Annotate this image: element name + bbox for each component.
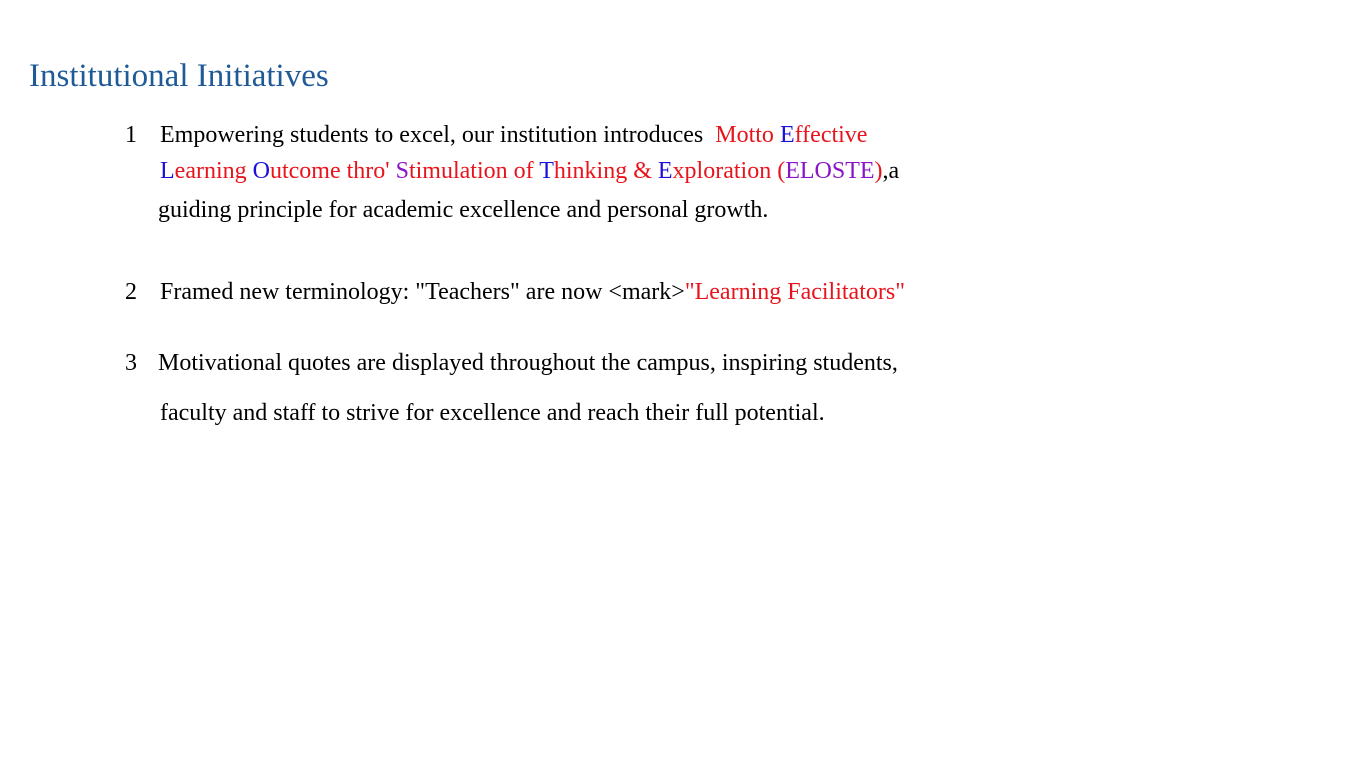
text-segment: "Learning Facilitators" bbox=[684, 279, 906, 305]
text-segment: O bbox=[252, 158, 270, 184]
text-segment: E bbox=[779, 122, 795, 148]
text-segment: Motivational quotes are displayed throughout the campus, inspiring students, bbox=[158, 350, 898, 376]
item-3-line-1 bbox=[158, 348, 898, 378]
text-segment: ffective bbox=[794, 122, 868, 148]
text-segment: S bbox=[395, 158, 409, 184]
item-2-line-1 bbox=[160, 277, 905, 307]
text-segment: hinking & bbox=[553, 158, 658, 184]
text-segment: Empowering students to excel, our institution introduces bbox=[160, 122, 716, 148]
item-1-line-3 bbox=[158, 195, 768, 225]
text-segment: utcome thro' bbox=[269, 158, 396, 184]
text-segment: Motto bbox=[715, 122, 780, 148]
item-1-line-2 bbox=[160, 156, 899, 186]
item-number: 1 bbox=[125, 122, 137, 148]
page-title: Institutional Initiatives bbox=[29, 58, 329, 94]
text-segment: ,a bbox=[882, 158, 900, 184]
text-segment: guiding principle for academic excellence and personal growth. bbox=[158, 197, 769, 223]
item-3-line-2 bbox=[160, 398, 825, 428]
item-number: 2 bbox=[125, 279, 137, 305]
text-segment: timulation of bbox=[408, 158, 540, 184]
text-segment: faculty and staff to strive for excellence and reach their full potential. bbox=[160, 400, 825, 426]
text-segment: T bbox=[539, 158, 554, 184]
text-segment: ) bbox=[874, 158, 883, 184]
text-segment: ELOSTE bbox=[785, 158, 875, 184]
text-segment: L bbox=[160, 158, 175, 184]
text-segment: Framed new terminology: "Teachers" are now <mark> bbox=[160, 279, 685, 305]
text-segment: E bbox=[657, 158, 673, 184]
text-segment: earning bbox=[174, 158, 253, 184]
item-1-line-1 bbox=[160, 120, 867, 150]
item-number: 3 bbox=[125, 350, 137, 376]
text-segment: xploration ( bbox=[672, 158, 786, 184]
